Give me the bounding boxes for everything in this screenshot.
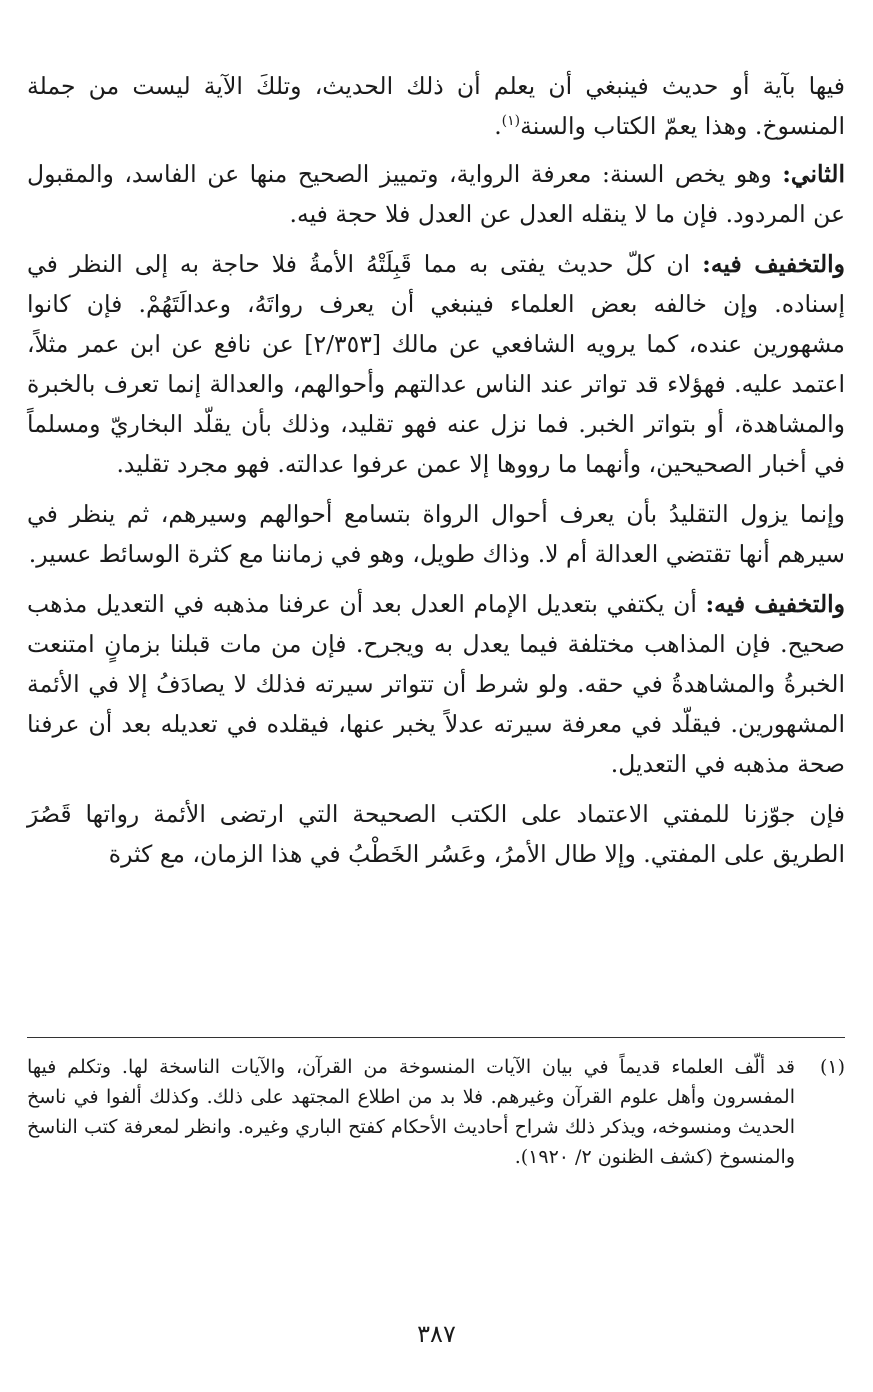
paragraph-text: أن يكتفي بتعديل الإمام العدل بعد أن عرفنا مذهبه في التعديل مذهب صحيح. فإن المذاهب مختلفة فيما يعدل به ويجرح. فإن من مات قبلنا بزمانٍ امتنعت الخبرةُ والمشاهدةُ في حقه. ولو شرط أن تتواتر سيرته فذلك لا يصادَفُ إلا في الأئمة المشهورين. فيقلّد في معرفة سيرته عدلاً يخبر عنها، فيقلده في تعديله بعد أن عرفنا صحة مذهبه في التعديل.	[27, 590, 845, 778]
paragraph-5	[27, 584, 845, 784]
footnote-text: قد ألّف العلماء قديماً في بيان الآيات المنسوخة من القرآن، والآيات الناسخة لها. وتكلم فيها المفسرون وأهل علوم القرآن وغيرهم. فلا بد من اطلاع المجتهد على ذلك. وكذلك ألفوا في ناسخ الحديث ومنسوخه، ويذكر ذلك شراح أحاديث الأحكام كفتح الباري وغيره. وانظر لمعرفة كتب الناسخ والمنسوخ (كشف الظنون ٢/ ١٩٢٠).	[27, 1056, 795, 1168]
main-text	[27, 66, 845, 884]
paragraph-lead: والتخفيف فيه:	[702, 250, 846, 278]
footnote-divider	[27, 1037, 845, 1038]
paragraph-text: وإنما يزول التقليدُ بأن يعرف أحوال الرواة بتسامع أحوالهم وسيرهم، ثم ينظر في سيرهم أنها تقتضي العدالة أم لا. وذاك طويل، وهو في زماننا مع كثرة الوسائط عسير.	[27, 500, 845, 568]
paragraph-text: ان كلّ حديث يفتى به مما قَبِلَتْهُ الأمةُ فلا حاجة به إلى النظر في إسناده. وإن خالفه بعض العلماء فينبغي أن يعرف رواتَهُ، وعدالَتَهُمْ. فإن كانوا مشهورين عنده، كما يرويه الشافعي عن مالك [٢/٣٥٣] عن نافع عن ابن عمر مثلاً، اعتمد عليه. فهؤلاء قد تواتر عند الناس عدالتهم وأحوالهم، والعدالة إنما تعرف بالخبرة والمشاهدة، أو بتواتر الخبر. فما نزل عنه فهو تقليد، وذلك بأن يقلّد البخاريّ ومسلماً في أخبار الصحيحين، وأنهما ما رووها إلا عمن عرفوا عدالته. فهو مجرد تقليد.	[27, 250, 845, 478]
paragraph-text: فإن جوّزنا للمفتي الاعتماد على الكتب الصحيحة التي ارتضى الأئمة رواتها قَصُرَ الطريق على المفتي. وإلا طال الأمرُ، وعَسُر الخَطْبُ في هذا الزمان، مع كثرة	[27, 800, 845, 868]
paragraph-6	[27, 794, 845, 874]
paragraph-lead: الثاني:	[782, 160, 845, 188]
footnote-marker: (١)	[819, 1056, 845, 1078]
page-number: ٣٨٧	[417, 1320, 456, 1348]
paragraph-lead: والتخفيف فيه:	[705, 590, 845, 618]
paragraph-4	[27, 494, 845, 574]
paragraph-3	[27, 244, 845, 484]
paragraph-tail: .	[494, 112, 502, 140]
paragraph-2	[27, 154, 845, 234]
footnote-reference[interactable]: (١)	[501, 113, 521, 130]
paragraph-text: فيها بآية أو حديث فينبغي أن يعلم أن ذلك الحديث، وتلكَ الآية ليست من جملة المنسوخ. وهذا يعمّ الكتاب والسنة	[27, 72, 845, 140]
paragraph-1	[27, 66, 845, 146]
paragraph-text: وهو يخص السنة: معرفة الرواية، وتمييز الصحيح منها عن الفاسد، والمقبول عن المردود. فإن ما لا ينقله العدل عن العدل فلا حجة فيه.	[27, 160, 845, 228]
footnote	[27, 1052, 845, 1172]
